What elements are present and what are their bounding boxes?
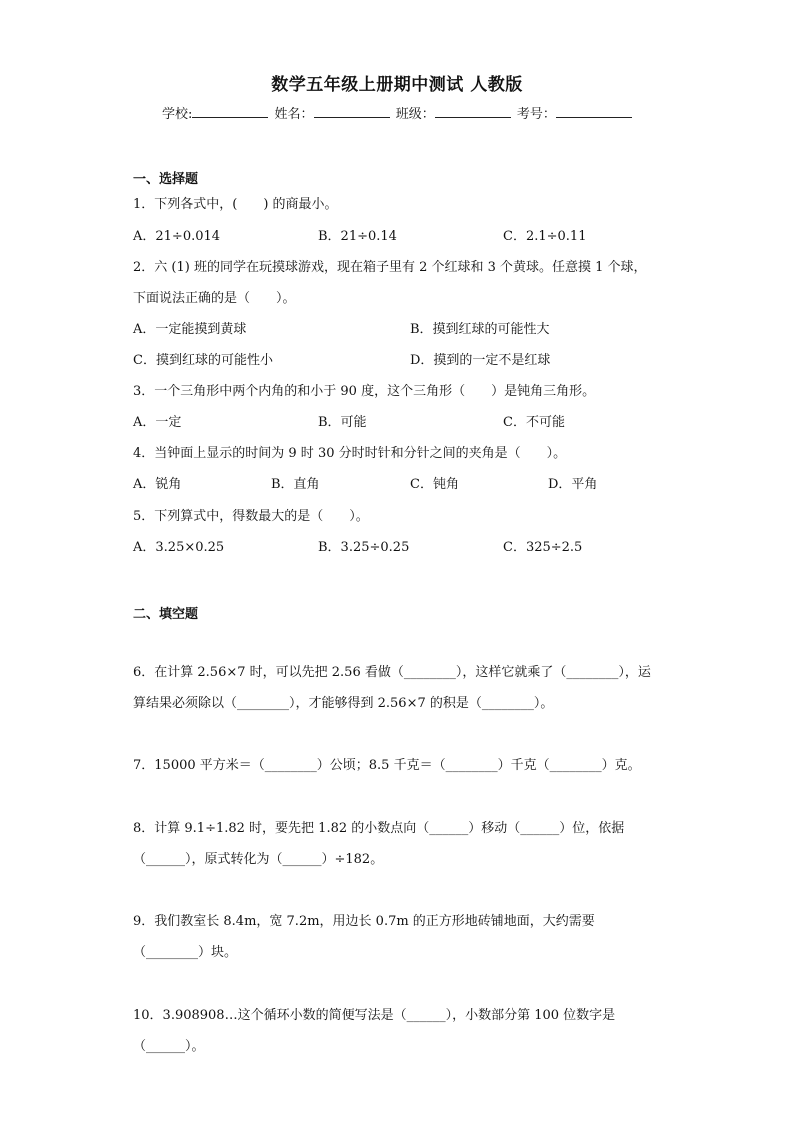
question-10-line-1: 10．3.908908…这个循环小数的简便写法是（______），小数部分第 100 位数字是 xyxy=(133,1008,616,1023)
q1-option-b[interactable]: B．21÷0.14 xyxy=(318,229,397,244)
q4-option-d[interactable]: D．平角 xyxy=(548,477,598,492)
q5-option-a[interactable]: A．3.25×0.25 xyxy=(133,540,225,555)
q3-option-c[interactable]: C．不可能 xyxy=(503,415,565,430)
question-2-line-1: 2．六 (1) 班的同学在玩摸球游戏，现在箱子里有 2 个红球和 3 个黄球。任意摸 1 个球， xyxy=(133,260,647,275)
question-4: 4．当钟面上显示的时间为 9 时 30 分时时针和分针之间的夹角是（ ）。 xyxy=(133,446,567,461)
class-blank[interactable] xyxy=(435,104,511,118)
school-blank[interactable] xyxy=(192,104,268,118)
q4-option-c[interactable]: C．钝角 xyxy=(410,477,459,492)
question-8-line-1: 8．计算 9.1÷1.82 时，要先把 1.82 的小数点向（______）移动（______）位，依据 xyxy=(133,821,625,836)
question-6-line-1: 6．在计算 2.56×7 时，可以先把 2.56 看做（________），这样它就乘了（________），运 xyxy=(133,665,651,680)
question-1: 1．下列各式中，( ) 的商最小。 xyxy=(133,197,338,212)
question-9-line-1: 9．我们教室长 8.4m，宽 7.2m，用边长 0.7m 的正方形地砖铺地面，大约需要 xyxy=(133,914,595,929)
school-label: 学校: xyxy=(162,107,193,122)
q2-option-a[interactable]: A．一定能摸到黄球 xyxy=(133,322,247,337)
name-blank[interactable] xyxy=(314,104,390,118)
exam-number-label: 考号： xyxy=(516,107,556,122)
question-7: 7．15000 平方米＝（________）公顷；8.5 千克＝（________）千克（________）克。 xyxy=(133,758,641,773)
q3-option-a[interactable]: A．一定 xyxy=(133,415,182,430)
q3-option-b[interactable]: B．可能 xyxy=(318,415,367,430)
question-8-line-2: （______），原式转化为（______）÷182。 xyxy=(133,852,384,867)
q2-option-b[interactable]: B．摸到红球的可能性大 xyxy=(410,322,550,337)
q5-option-b[interactable]: B．3.25÷0.25 xyxy=(318,540,410,555)
q1-option-a[interactable]: A．21÷0.014 xyxy=(133,229,221,244)
student-info-line xyxy=(162,103,634,122)
question-10-line-2: （______）。 xyxy=(133,1039,205,1054)
q2-option-c[interactable]: C．摸到红球的可能性小 xyxy=(133,353,273,368)
q1-option-c[interactable]: C．2.1÷0.11 xyxy=(503,229,587,244)
q2-option-d[interactable]: D．摸到的一定不是红球 xyxy=(410,353,551,368)
question-3: 3．一个三角形中两个内角的和小于 90 度，这个三角形（ ）是钝角三角形。 xyxy=(133,384,596,399)
question-2-line-2: 下面说法正确的是（ ）。 xyxy=(133,291,296,306)
section-heading-fill: 二、填空题 xyxy=(133,607,199,622)
name-label: 姓名： xyxy=(274,107,314,122)
q4-option-b[interactable]: B．直角 xyxy=(271,477,320,492)
section-heading-choice: 一、选择题 xyxy=(133,172,199,187)
exam-number-blank[interactable] xyxy=(556,104,632,118)
q4-option-a[interactable]: A．锐角 xyxy=(133,477,182,492)
question-6-line-2: 算结果必须除以（________），才能够得到 2.56×7 的积是（________）。 xyxy=(133,696,554,711)
question-5: 5．下列算式中，得数最大的是（ ）。 xyxy=(133,509,369,524)
class-label: 班级： xyxy=(395,107,435,122)
question-9-line-2: （________）块。 xyxy=(133,945,238,960)
q5-option-c[interactable]: C．325÷2.5 xyxy=(503,540,583,555)
page-title: 数学五年级上册期中测试 人教版 xyxy=(271,75,523,95)
